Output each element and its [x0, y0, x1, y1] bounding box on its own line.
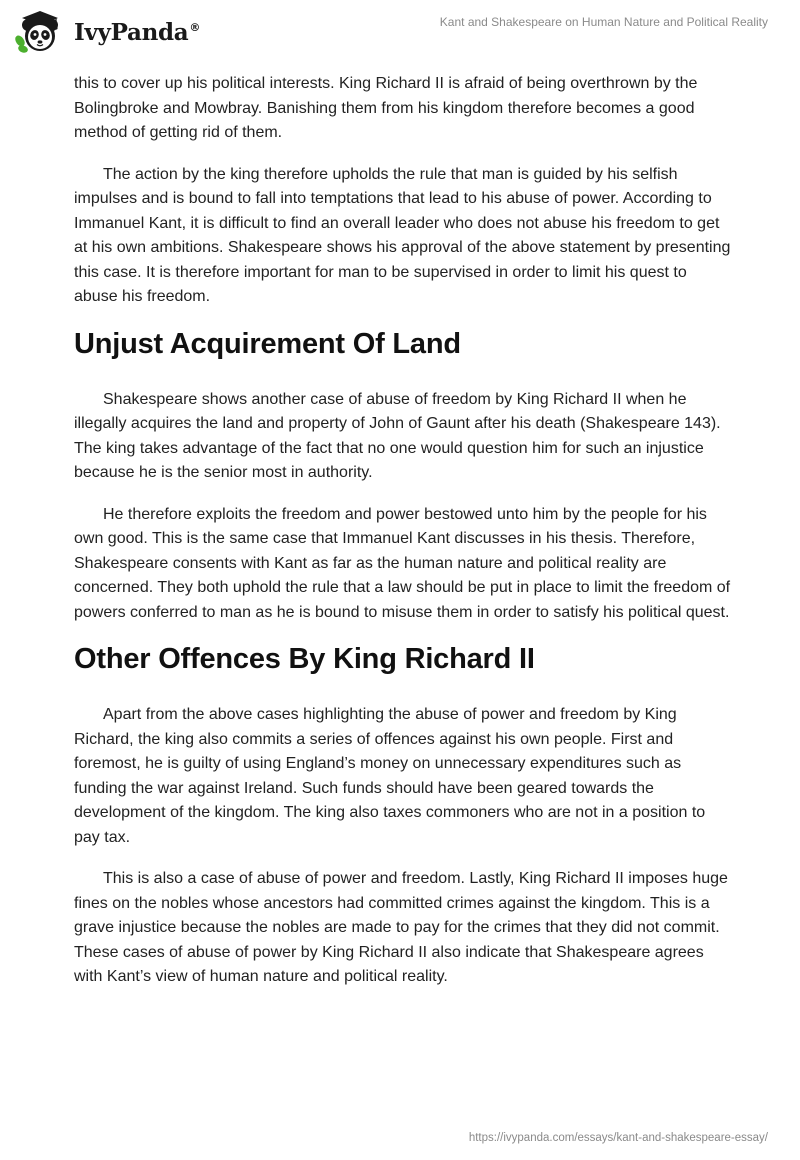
source-url[interactable]: https://ivypanda.com/essays/kant-and-shakespeare-essay/ — [468, 1132, 768, 1144]
paragraph: He therefore exploits the freedom and power bestowed unto him by the people for his own good. This is the same case that Immanuel Kant discusses in his thesis. Therefore, Shakespeare consents with Kant as far as the human nature and political reality are concerned. They both uphold the rule that a law should be put in place to limit the freedom of powers conferred to man as he is bound to misuse them in order to satisfy his political quest. — [74, 505, 731, 621]
paragraph: Shakespeare shows another case of abuse of freedom by King Richard II when he illegally acquires the land and property of John of Gaunt after his death (Shakespeare 143). The king takes advantage of the fact that no one would question him for such an injustice because he is the senior most in authority. — [74, 390, 721, 481]
brand-logo[interactable] — [14, 8, 200, 54]
page-header — [0, 0, 800, 64]
panda-graduation-cap-icon — [14, 8, 66, 54]
paragraph: Apart from the above cases highlighting the abuse of power and freedom by King Richard, the king also commits a series of offences against his own people. First and foremost, he is guilty of using England’s money on unnecessary expenditures such as funding the war against Ireland. Such funds should have been geared towards the development of the kingdom. The king also taxes commoners who are not in a position to pay tax. — [74, 706, 706, 846]
paragraph: The action by the king therefore upholds the rule that man is guided by his selfish impulses and is bound to fall into temptations that lead to his abuse of power. According to Immanuel Kant, it is difficult to find an overall leader who does not abuse his freedom to get at his own ambitions. Shakespeare shows his approval of the above statement by presenting this case. It is therefore important for man to be supervised in order to limit his quest to abuse his freedom. — [74, 165, 731, 305]
registered-mark: ® — [189, 20, 201, 34]
paragraph-continued: this to cover up his political interests. King Richard II is afraid of being overthrown by the Bolingbroke and Mowbray. Banishing them from his kingdom therefore becomes a good method of getting rid of them. — [74, 75, 698, 141]
section-heading: Unjust Acquirement Of Land — [74, 327, 461, 360]
essay-body — [74, 72, 734, 1007]
document-title: Kant and Shakespeare on Human Nature and Political Reality — [439, 15, 768, 29]
section-heading: Other Offences By King Richard II — [74, 643, 535, 675]
paragraph: This is also a case of abuse of power and freedom. Lastly, King Richard II imposes huge fines on the nobles whose ancestors had committed crimes against the kingdom. This is a grave injustice because the nobles are made to pay for the crimes that they did not commit. These cases of abuse of power by King Richard II also indicate that Shakespeare agrees with Kant’s view of human nature and political reality. — [74, 870, 728, 985]
brand-name: IvyPanda® — [74, 18, 201, 46]
